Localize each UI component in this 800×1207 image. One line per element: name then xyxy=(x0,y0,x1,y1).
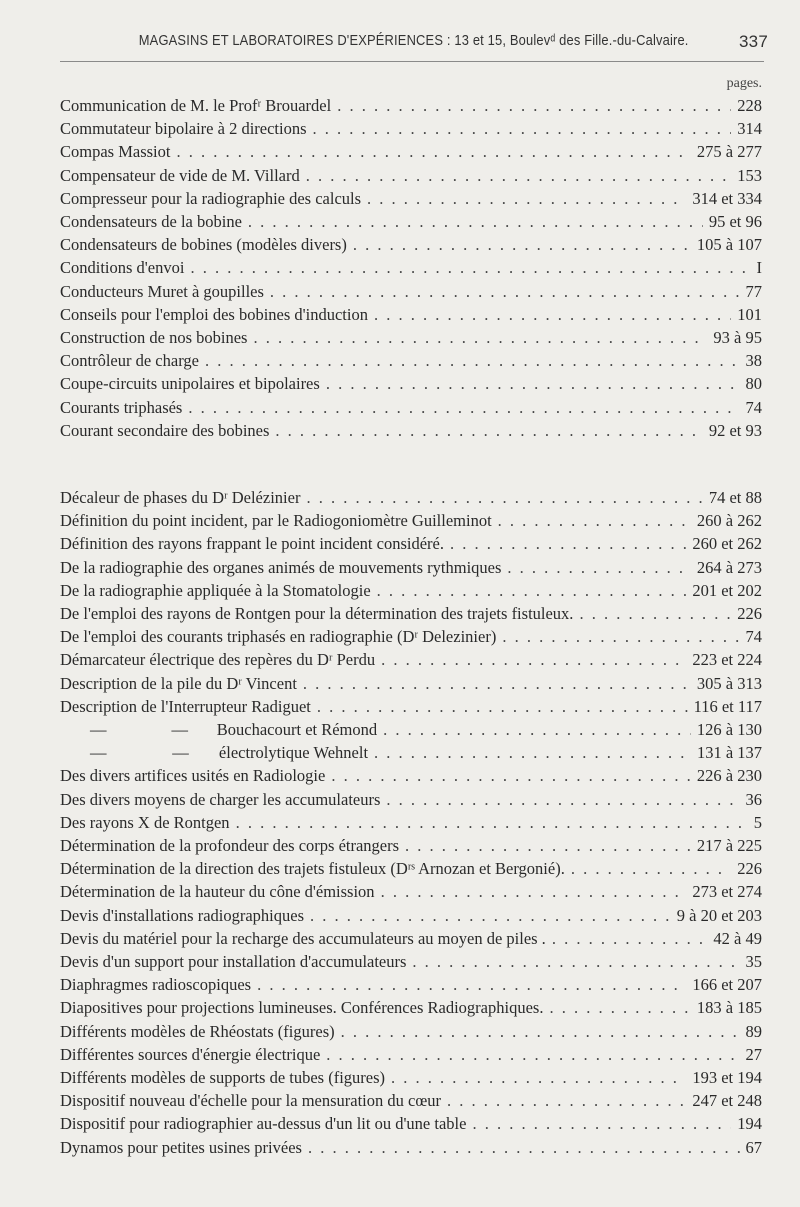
leader-dots xyxy=(549,998,690,1018)
running-header xyxy=(60,32,768,60)
page-number: 337 xyxy=(739,32,768,51)
entry-title: Condensateurs de bobines (modèles divers) xyxy=(60,235,347,255)
entry-pages: 305 à 313 xyxy=(696,673,762,693)
entry-pages: 27 xyxy=(745,1044,762,1064)
leader-dots xyxy=(341,1022,740,1042)
entry-title: Compensateur de vide de M. Villard xyxy=(60,165,300,185)
leader-dots xyxy=(447,1091,686,1111)
leader-dots xyxy=(308,1138,740,1158)
index-entry xyxy=(60,212,762,234)
entry-pages: 5 xyxy=(753,812,762,832)
entry-pages: 92 et 93 xyxy=(708,420,762,440)
leader-dots xyxy=(326,374,740,394)
entry-title: Contrôleur de charge xyxy=(60,351,199,371)
entry-pages: 264 à 273 xyxy=(696,557,762,577)
entry-title: Différents modèles de Rhéostats (figures) xyxy=(60,1021,335,1041)
leader-dots xyxy=(374,305,731,325)
index-entry xyxy=(60,351,762,373)
index-entry xyxy=(60,836,762,858)
leader-dots xyxy=(377,581,687,601)
entry-pages: 89 xyxy=(745,1021,762,1041)
entry-pages: 80 xyxy=(745,374,762,394)
index-entry xyxy=(60,1091,762,1113)
leader-dots xyxy=(176,142,690,162)
entry-title: Conseils pour l'emploi des bobines d'induction xyxy=(60,304,368,324)
entry-pages: 42 à 49 xyxy=(713,928,762,948)
index-entry xyxy=(60,189,762,211)
leader-dots xyxy=(386,790,739,810)
entry-pages: 35 xyxy=(745,952,762,971)
entry-pages: 217 à 225 xyxy=(696,836,762,855)
leader-dots xyxy=(313,119,732,139)
entry-title: De l'emploi des courants triphasés en radiographie (Dʳ Delezinier) xyxy=(60,627,497,647)
entry-title: Des rayons X de Rontgen xyxy=(60,812,230,832)
index-entry xyxy=(60,627,762,649)
index-entry xyxy=(60,305,762,327)
entry-pages: 77 xyxy=(745,281,762,301)
leader-dots xyxy=(253,328,707,348)
index-entry xyxy=(60,650,762,672)
entry-title: De la radiographie des organes animés de mouvements rythmiques xyxy=(60,557,502,577)
index-entry xyxy=(60,882,762,904)
entry-title: Conditions d'envoi xyxy=(60,258,185,278)
entry-pages: 193 et 194 xyxy=(692,1068,762,1087)
entry-title: Dispositif pour radiographier au-dessus d'un lit ou d'une table xyxy=(60,1114,467,1134)
leader-dots xyxy=(337,96,731,116)
index-entry xyxy=(60,282,762,304)
entry-pages: 36 xyxy=(745,789,762,809)
index-entry xyxy=(60,1068,762,1090)
index-entry xyxy=(60,235,762,257)
entry-title: Courants triphasés xyxy=(60,397,183,417)
entry-pages: 74 et 88 xyxy=(708,488,762,507)
entry-title: Condensateurs de la bobine xyxy=(60,212,242,231)
index-entry xyxy=(60,258,762,280)
entry-title: Différents modèles de supports de tubes (figures) xyxy=(60,1068,386,1087)
entry-title: Des divers artifices usités en Radiologie xyxy=(60,766,326,786)
index-entry xyxy=(60,142,762,164)
leader-dots xyxy=(248,212,703,232)
entry-pages: 93 à 95 xyxy=(713,328,762,347)
index-entry xyxy=(60,511,762,533)
entry-pages: 275 à 277 xyxy=(696,142,762,162)
entry-title: Devis du matériel pour la recharge des accumulateurs au moyen de piles . xyxy=(60,928,546,948)
header-rule xyxy=(60,61,764,62)
leader-dots xyxy=(205,351,740,371)
index-entry xyxy=(60,813,762,835)
entry-pages: 74 xyxy=(745,397,762,417)
leader-dots xyxy=(472,1114,731,1134)
index-entry xyxy=(60,720,762,742)
entry-title: Devis d'un support pour installation d'accumulateurs xyxy=(60,952,407,971)
ditto-dash: — xyxy=(171,720,188,739)
index-entry xyxy=(60,558,762,580)
entry-title: Définition des rayons frappant le point incident considéré. xyxy=(60,534,444,554)
leader-dots xyxy=(257,975,686,995)
leader-dots xyxy=(405,836,691,856)
leader-dots xyxy=(374,743,691,763)
entry-title: Commutateur bipolaire à 2 directions xyxy=(60,119,307,139)
leader-dots xyxy=(317,697,688,717)
entry-title: Dispositif nouveau d'échelle pour la mensuration du cœur xyxy=(60,1091,441,1111)
entry-pages: 95 et 96 xyxy=(708,212,762,231)
index-entry xyxy=(60,859,762,881)
leader-dots xyxy=(381,650,686,670)
header-title: MAGASINS ET LABORATOIRES D'EXPÉRIENCES : 13 et 15, Boulevᵈ des Fille.-du-Calvaire. xyxy=(139,32,689,49)
leader-dots xyxy=(552,929,708,949)
entry-title: Conducteurs Muret à goupilles xyxy=(60,281,264,301)
entry-pages: 226 à 230 xyxy=(696,766,762,786)
leader-dots xyxy=(188,398,739,418)
entry-title: Différentes sources d'énergie électrique xyxy=(60,1044,321,1064)
leader-dots xyxy=(310,906,671,926)
entry-title: Courant secondaire des bobines xyxy=(60,420,270,440)
entry-pages: 314 xyxy=(737,119,762,139)
index-entry xyxy=(60,1114,762,1136)
index-entry xyxy=(60,929,762,951)
entry-title: Description de la pile du Dʳ Vincent xyxy=(60,673,297,693)
entry-pages: 126 à 130 xyxy=(696,720,762,739)
entry-title: Démarcateur électrique des repères du Dʳ Perdu xyxy=(60,650,376,670)
leader-dots xyxy=(353,235,691,255)
entry-pages: 166 et 207 xyxy=(692,975,762,995)
leader-dots xyxy=(383,720,691,740)
leader-dots xyxy=(381,882,687,902)
leader-dots xyxy=(236,813,748,833)
leader-dots xyxy=(367,189,686,209)
index-entry xyxy=(60,790,762,812)
index-entry xyxy=(60,488,762,510)
leader-dots xyxy=(190,258,750,278)
entry-title: électrolytique Wehnelt xyxy=(218,743,369,763)
entry-pages: 201 et 202 xyxy=(692,580,762,600)
index-entry xyxy=(60,952,762,974)
index-entry xyxy=(60,166,762,188)
index-entry xyxy=(60,1045,762,1067)
leader-dots xyxy=(412,952,739,972)
leader-dots xyxy=(306,488,702,508)
leader-dots xyxy=(270,282,740,302)
entry-pages: 153 xyxy=(737,165,762,185)
entry-pages: 273 et 274 xyxy=(692,882,762,902)
entry-pages: 38 xyxy=(745,351,762,371)
entry-title: De l'emploi des rayons de Rontgen pour la détermination des trajets fistuleux. xyxy=(60,604,574,623)
entry-title: Construction de nos bobines xyxy=(60,328,248,347)
entry-pages: 314 et 334 xyxy=(692,188,762,208)
index-entry xyxy=(60,581,762,603)
entry-title: Communication de M. le Profʳ Brouardel xyxy=(60,96,332,115)
entry-pages: 223 et 224 xyxy=(692,650,762,670)
entry-pages: 194 xyxy=(737,1114,762,1134)
leader-dots xyxy=(326,1045,739,1065)
entry-pages: 74 xyxy=(745,627,762,647)
entry-title: Détermination de la profondeur des corps étrangers xyxy=(60,836,400,855)
leader-dots xyxy=(502,627,739,647)
entry-title: Dynamos pour petites usines privées xyxy=(60,1137,302,1157)
entry-pages: I xyxy=(756,258,762,278)
index-entry xyxy=(60,398,762,420)
index-entry xyxy=(60,674,762,696)
entry-title: Diaphragmes radioscopiques xyxy=(60,975,252,995)
entry-title: Détermination de la direction des trajets fistuleux (Dʳˢ Arnozan et Bergonié). xyxy=(60,859,565,879)
entry-pages: 9 à 20 et 203 xyxy=(676,905,762,925)
entry-title: Compas Massiot xyxy=(60,142,171,162)
index-entry xyxy=(60,119,762,141)
entry-pages: 260 à 262 xyxy=(696,511,762,531)
entry-title: Détermination de la hauteur du cône d'émission xyxy=(60,882,375,902)
ditto-dash: — xyxy=(172,743,189,763)
leader-dots xyxy=(498,511,691,531)
ditto-dash: — xyxy=(90,743,107,763)
leader-dots xyxy=(507,558,691,578)
leader-dots xyxy=(331,766,691,786)
entry-title: Compresseur pour la radiographie des calculs xyxy=(60,188,362,208)
index-entry xyxy=(60,328,762,350)
index-entry xyxy=(60,96,762,118)
entry-pages: 131 à 137 xyxy=(696,743,763,763)
index-entry xyxy=(60,766,762,788)
entry-pages: 226 xyxy=(737,604,762,623)
leader-dots xyxy=(579,604,731,624)
leader-dots xyxy=(303,674,691,694)
entry-title: Définition du point incident, par le Radiogoniomètre Guilleminot xyxy=(60,511,492,531)
entry-pages: 101 xyxy=(737,304,762,324)
index-entry xyxy=(60,743,762,765)
ditto-dash: — xyxy=(90,720,107,739)
entry-pages: 260 et 262 xyxy=(692,534,762,554)
leader-dots xyxy=(391,1068,686,1088)
index-entry xyxy=(60,998,762,1020)
index-entry xyxy=(60,421,762,443)
leader-dots xyxy=(275,421,702,441)
leader-dots xyxy=(306,166,732,186)
entry-pages: 67 xyxy=(745,1137,762,1157)
index-entry xyxy=(60,697,762,719)
entry-pages: 226 xyxy=(737,859,762,879)
index-entry xyxy=(60,906,762,928)
entry-title: Devis d'installations radiographiques xyxy=(60,905,305,925)
entry-pages: 116 et 117 xyxy=(693,696,762,716)
index-entry xyxy=(60,1022,762,1044)
index-entry xyxy=(60,1138,762,1160)
pages-column-label: pages. xyxy=(726,76,762,91)
leader-dots xyxy=(450,534,686,554)
index-entry xyxy=(60,975,762,997)
leader-dots xyxy=(571,859,731,879)
entry-title: Bouchacourt et Rémond xyxy=(216,720,378,739)
entry-title: Description de l'Interrupteur Radiguet xyxy=(60,696,311,716)
entry-pages: 183 à 185 xyxy=(696,998,762,1018)
entry-pages: 105 à 107 xyxy=(696,235,762,255)
entry-title: Décaleur de phases du Dʳ Delézinier xyxy=(60,488,301,507)
index-entry xyxy=(60,374,762,396)
entry-pages: 228 xyxy=(737,96,762,115)
index-entry xyxy=(60,534,762,556)
index-entry xyxy=(60,604,762,626)
entry-title: Coupe-circuits unipolaires et bipolaires xyxy=(60,374,320,394)
entry-pages: 247 et 248 xyxy=(692,1091,762,1111)
entry-title: Diapositives pour projections lumineuses. Conférences Radiographiques. xyxy=(60,998,544,1018)
entry-title: Des divers moyens de charger les accumulateurs xyxy=(60,789,381,809)
entry-title: De la radiographie appliquée à la Stomatologie xyxy=(60,580,371,600)
